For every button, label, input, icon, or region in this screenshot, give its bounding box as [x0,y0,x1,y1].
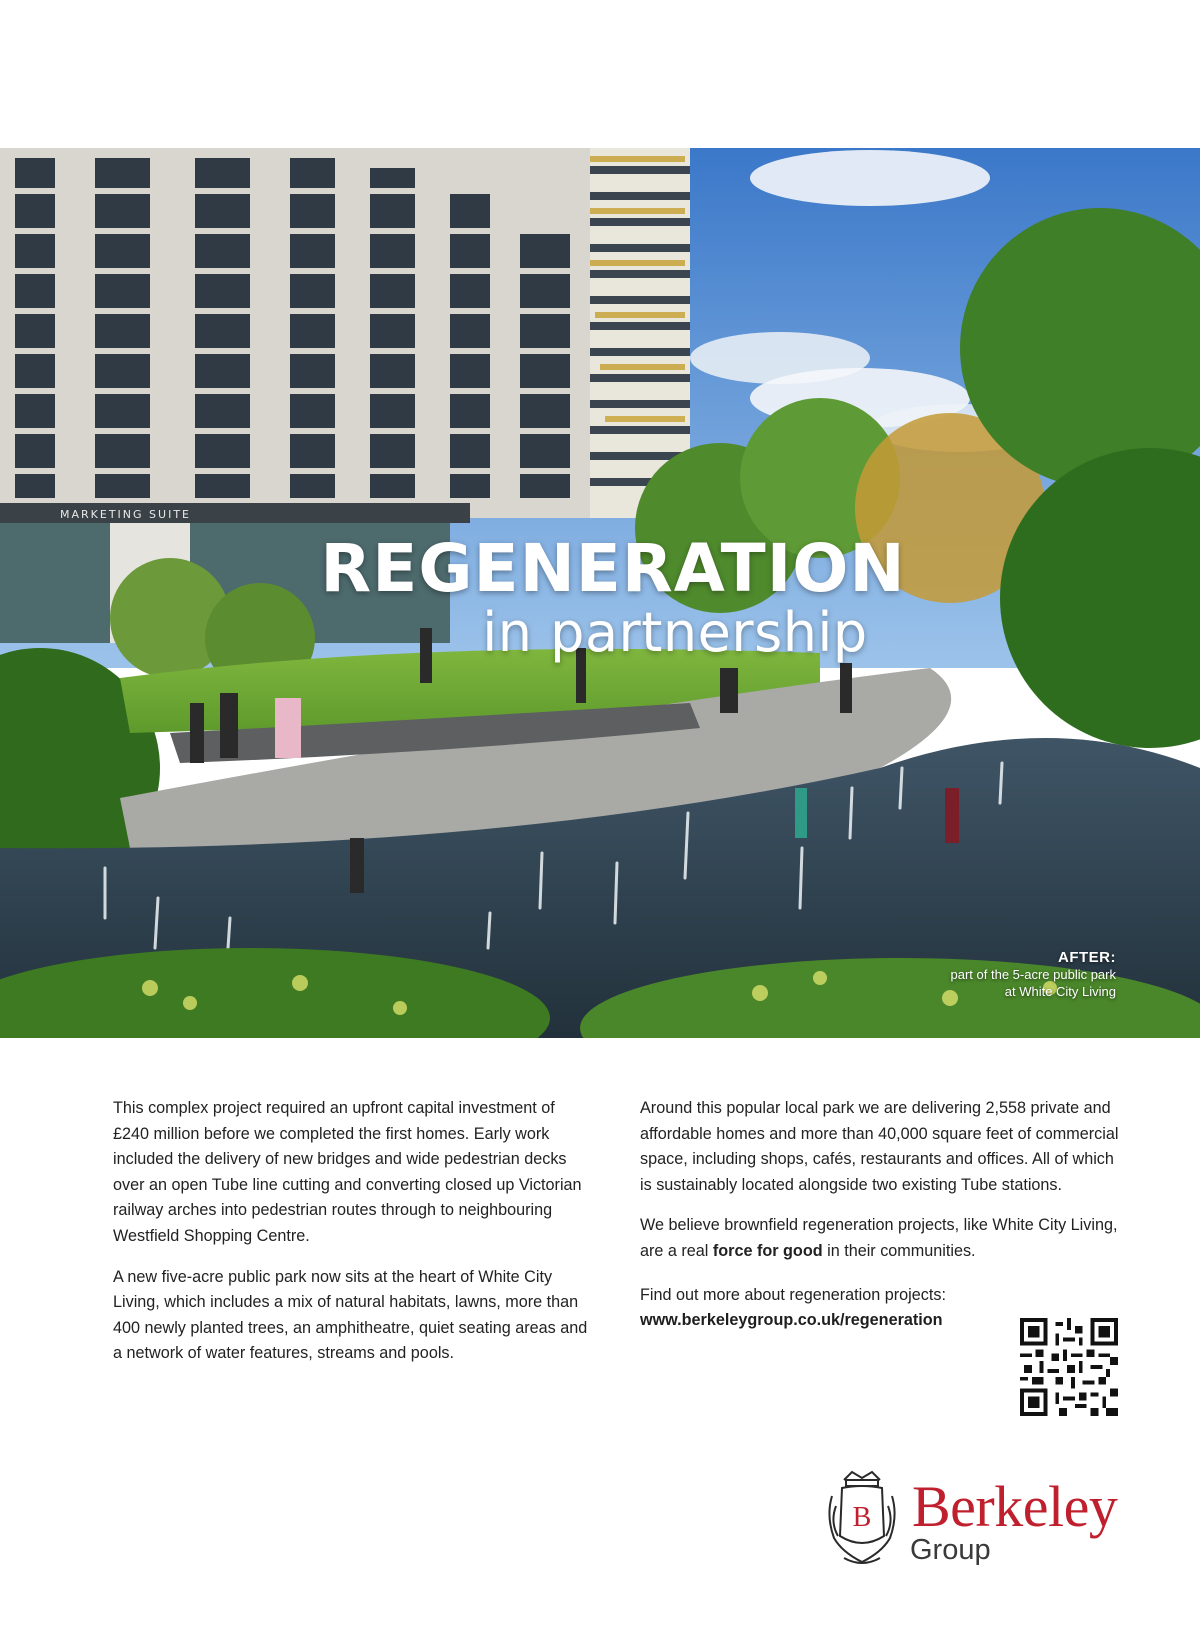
cta-text: Find out more about regeneration projects: [640,1285,946,1304]
photo-caption [951,949,1116,1000]
right-paragraph-1: Around this popular local park we are delivering 2,558 private and affordable homes and more than 40,000 square feet of commercial space, including shops, cafés, restaurants and offices. All of which is sustainably located alongside two existing Tube stations. [640,1099,1119,1194]
caption-line-2: at White City Living [1004,984,1116,999]
left-column [113,1096,593,1382]
left-paragraph-2: A new five-acre public park now sits at the heart of White City Living, which includes a mix of natural habitats, lawns, more than 400 newly planted trees, an amphitheatre, quiet seating areas and a network of water features, streams and pools. [113,1267,588,1363]
headline-subtitle: in partnership [482,601,868,664]
logo-name: Berkeley [912,1474,1118,1539]
hero-headline [0,530,1200,664]
caption-line-1: part of the 5-acre public park [950,967,1116,982]
qr-code-icon [1020,1318,1118,1416]
berkeley-crest-icon [822,1466,902,1570]
left-paragraph-1: This complex project required an upfront capital investment of £240 million before we completed the first homes. Early work included the delivery of new bridges and wide pedestrian decks over an open Tube line cutting and converting closed up Victorian railway arches into pedestrian routes through to neighbouring Westfield Shopping Centre. [113,1099,582,1245]
regeneration-link[interactable]: www.berkeleygroup.co.uk/regeneration [640,1311,943,1330]
caption-label: AFTER: [1058,949,1116,966]
logo-subname: Group [910,1534,991,1566]
force-for-good: force for good [712,1241,823,1260]
para2-start: We believe brownfield regeneration projects, like White City Living, are a real [640,1216,1118,1260]
right-column [640,1096,1120,1349]
marketing-suite-sign: MARKETING SUITE [60,508,191,521]
right-paragraph-2 [640,1213,1120,1264]
para2-end: in their communities. [822,1241,976,1260]
crest-letter: B [852,1502,872,1533]
headline-title: REGENERATION [320,530,906,607]
